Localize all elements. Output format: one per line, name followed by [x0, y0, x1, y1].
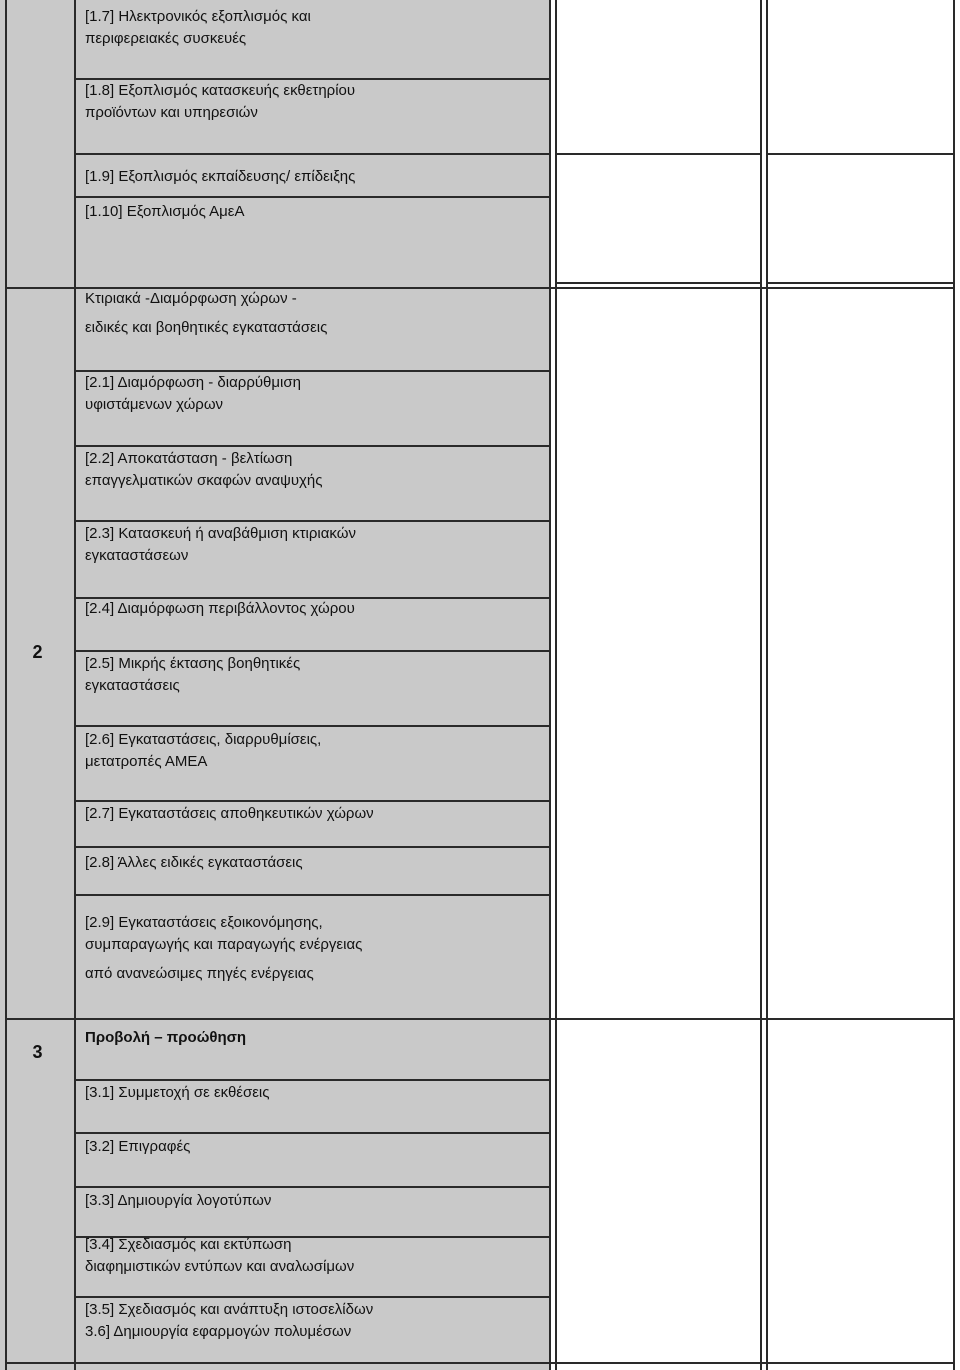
- amount-column-1: [550, 0, 760, 1370]
- table-border: [549, 0, 551, 1370]
- table-border: [74, 0, 76, 1370]
- table-row-1-7: [1.7] Ηλεκτρονικός εξοπλισμός και περιφερειακές συσκευές: [85, 8, 311, 47]
- table-row-2-4: [2.4] Διαμόρφωση περιβάλλοντος χώρου: [85, 600, 355, 617]
- row-divider: [75, 153, 550, 155]
- table-row-2-5: [2.5] Μικρής έκτασης βοηθητικές εγκαταστάσεις: [85, 655, 301, 694]
- row-divider: [75, 445, 550, 447]
- table-row-2-6: [2.6] Εγκαταστάσεις, διαρρυθμίσεις, μετατροπές ΑΜΕΑ: [85, 731, 322, 770]
- row-divider: [75, 846, 550, 848]
- table-row-2-9-cont: από ανανεώσιμες πηγές ενέργειας: [85, 965, 314, 982]
- table-row-2-3: [2.3] Κατασκευή ή αναβάθμιση κτιριακών εγκαταστάσεων: [85, 525, 356, 564]
- table-row-3-3: [3.3] Δημιουργία λογοτύπων: [85, 1192, 272, 1209]
- row-divider: [75, 196, 550, 198]
- table-row-2-2: [2.2] Αποκατάσταση - βελτίωση επαγγελματικών σκαφών αναψυχής: [85, 450, 323, 489]
- row-divider: [555, 282, 760, 284]
- table-row-3-4: [3.4] Σχεδιασμός και εκτύπωση διαφημιστικών εντύπων και αναλωσίμων: [85, 1236, 355, 1275]
- row-divider: [75, 1296, 550, 1298]
- row-divider: [75, 650, 550, 652]
- row-divider: [766, 282, 953, 284]
- row-divider: [75, 520, 550, 522]
- table-border: [760, 0, 762, 1370]
- section-3-heading: Προβολή – προώθηση: [85, 1029, 247, 1046]
- row-divider: [75, 725, 550, 727]
- section-number-3: 3: [32, 1042, 43, 1062]
- number-column: [0, 0, 75, 1370]
- table-row-1-10: [1.10] Εξοπλισμός ΑμεΑ: [85, 203, 245, 220]
- row-divider: [75, 894, 550, 896]
- row-divider: [75, 1186, 550, 1188]
- section-number-2: 2: [32, 642, 43, 662]
- table-row-3-5: [3.5] Σχεδιασμός και ανάπτυξη ιστοσελίδων: [85, 1301, 374, 1318]
- table-row-2-1: [2.1] Διαμόρφωση - διαρρύθμιση υφιστάμενων χώρων: [85, 374, 301, 413]
- table-row-3-1: [3.1] Συμμετοχή σε εκθέσεις: [85, 1084, 270, 1101]
- row-divider: [766, 153, 953, 155]
- table-border: [766, 0, 768, 1370]
- table-border: [555, 0, 557, 1370]
- table-row-1-9: [1.9] Εξοπλισμός εκπαίδευσης/ επίδειξης: [85, 168, 356, 185]
- row-divider: [75, 800, 550, 802]
- table-row-2-9: [2.9] Εγκαταστάσεις εξοικονόμησης, συμπαραγωγής και παραγωγής ενέργειας: [85, 914, 363, 953]
- section-2-heading-line1: Κτιριακά -Διαμόρφωση χώρων -: [85, 290, 297, 307]
- table-row-1-8: [1.8] Εξοπλισμός κατασκευής εκθετηρίου προϊόντων και υπηρεσιών: [85, 82, 356, 121]
- table-row-3-2: [3.2] Επιγραφές: [85, 1138, 191, 1155]
- row-divider: [75, 1132, 550, 1134]
- row-divider: [555, 153, 760, 155]
- section-2-heading-line2: ειδικές και βοηθητικές εγκαταστάσεις: [85, 319, 328, 336]
- table-row-2-7: [2.7] Εγκαταστάσεις αποθηκευτικών χώρων: [85, 805, 374, 822]
- table-bottom-border: [5, 1362, 953, 1364]
- amount-column-2: [760, 0, 960, 1370]
- row-divider: [5, 1018, 953, 1020]
- row-divider: [75, 1079, 550, 1081]
- table-row-3-6: 3.6] Δημιουργία εφαρμογών πολυμέσων: [85, 1323, 352, 1340]
- table-row-2-8: [2.8] Άλλες ειδικές εγκαταστάσεις: [85, 854, 303, 871]
- table-border: [5, 0, 7, 1370]
- table-border: [953, 0, 955, 1370]
